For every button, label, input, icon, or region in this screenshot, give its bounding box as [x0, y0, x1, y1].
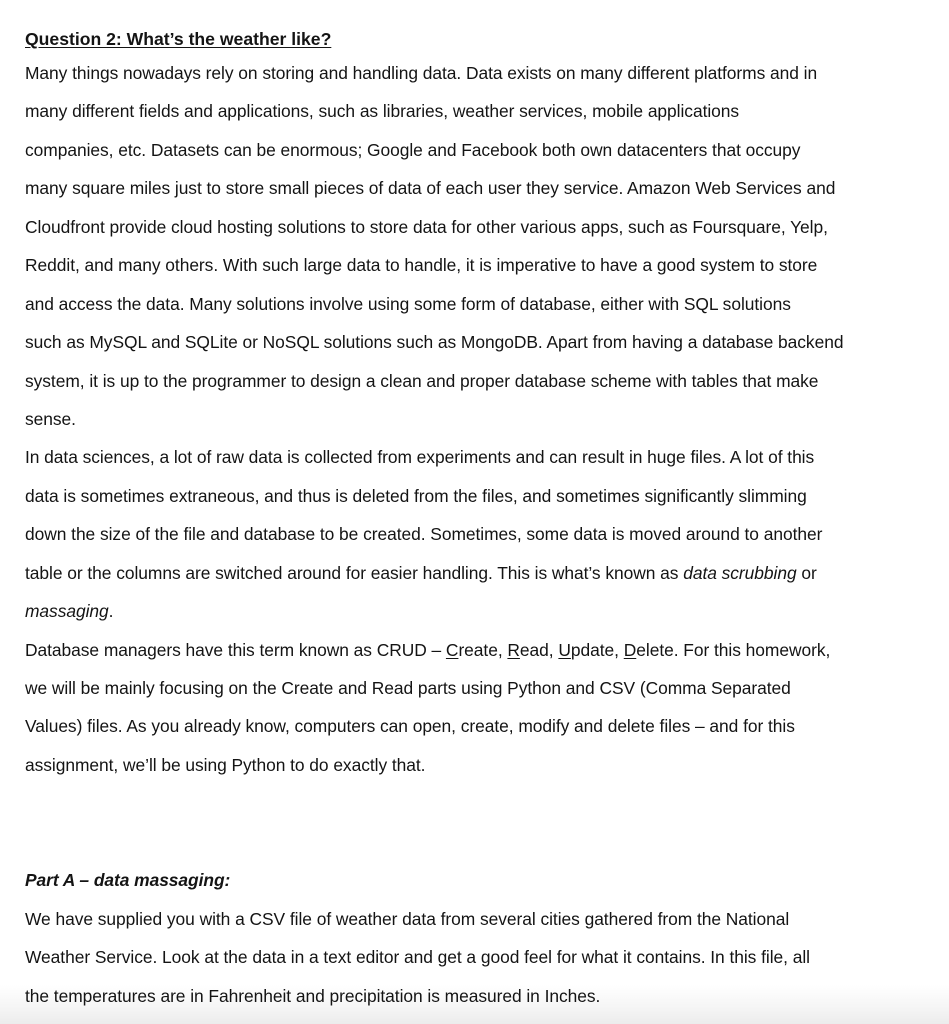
- crud-word-rest: elete: [636, 639, 674, 660]
- data-scrubbing-paragraph: [25, 438, 940, 630]
- paragraph-line: system, it is up to the programmer to design a clean and proper database scheme with tables that make: [25, 370, 819, 391]
- paragraph-line: Values) files. As you already know, computers can open, create, modify and delete files – and for this: [25, 716, 795, 737]
- crud-word-rest: ead: [519, 639, 549, 660]
- paragraph-line: Cloudfront provide cloud hosting solutions to store data for other various apps, such as Foursquare, Yelp,: [25, 216, 828, 237]
- paragraph-line: down the size of the file and database to be created. Sometimes, some data is moved around to another: [25, 524, 823, 545]
- paragraph-line: [25, 592, 940, 630]
- paragraph-line: such as MySQL and SQLite or NoSQL solutions such as MongoDB. Apart from having a database backend: [25, 332, 844, 353]
- paragraph-line: assignment, we’ll be using Python to do exactly that.: [25, 754, 426, 775]
- paragraph-line: and access the data. Many solutions involve using some form of database, either with SQL solutions: [25, 293, 791, 314]
- emphasis-term: massaging: [25, 601, 109, 622]
- section-spacer: [25, 784, 940, 861]
- crud-word-rest: pdate: [570, 639, 615, 660]
- separator: ,: [614, 639, 624, 660]
- intro-paragraph: [25, 54, 940, 438]
- paragraph-line: [25, 631, 940, 669]
- crud-initial: C: [445, 639, 459, 660]
- emphasis-term: data scrubbing: [683, 562, 797, 583]
- paragraph-line: In data sciences, a lot of raw data is collected from experiments and can result in huge files. A lot of this: [25, 447, 815, 468]
- question-title: Question 2: What’s the weather like?: [25, 29, 332, 49]
- paragraph-line: data is sometimes extraneous, and thus is deleted from the files, and sometimes significantly slimming: [25, 485, 807, 506]
- crud-initial: U: [558, 639, 571, 660]
- paragraph-line: [25, 554, 940, 592]
- part-a-section: [25, 861, 940, 1015]
- line-text: .: [108, 601, 114, 622]
- crud-initial: R: [507, 639, 520, 660]
- paragraph-line: we will be mainly focusing on the Create and Read parts using Python and CSV (Comma Separated: [25, 678, 791, 698]
- line-text: or: [796, 562, 817, 583]
- separator: ,: [548, 639, 559, 660]
- document-body: [25, 24, 940, 1015]
- line-text: . For this homework,: [673, 639, 831, 660]
- paragraph-line: the temperatures are in Fahrenheit and precipitation is measured in Inches.: [25, 985, 601, 1006]
- separator: ,: [497, 639, 508, 660]
- paragraph-line: We have supplied you with a CSV file of weather data from several cities gathered from the National: [25, 908, 790, 929]
- crud-paragraph: [25, 631, 940, 785]
- paragraph-line: many different fields and applications, such as libraries, weather services, mobile applications: [25, 101, 740, 122]
- crud-word-rest: reate: [458, 639, 498, 660]
- paragraph-line: Weather Service. Look at the data in a text editor and get a good feel for what it contains. In this file, all: [25, 947, 810, 968]
- paragraph-line: sense.: [25, 408, 76, 429]
- paragraph-line: Reddit, and many others. With such large data to handle, it is imperative to have a good system to store: [25, 255, 818, 276]
- paragraph-line: companies, etc. Datasets can be enormous; Google and Facebook both own datacenters that occupy: [25, 139, 801, 160]
- crud-initial: D: [623, 639, 637, 660]
- part-a-heading: Part A – data massaging:: [25, 870, 231, 891]
- paragraph-line: Many things nowadays rely on storing and handling data. Data exists on many different platforms and in: [25, 63, 818, 83]
- paragraph-line: many square miles just to store small pieces of data of each user they service. Amazon Web Services and: [25, 178, 836, 199]
- line-text: Database managers have this term known as CRUD –: [25, 639, 446, 660]
- line-text: table or the columns are switched around for easier handling. This is what’s known as: [25, 562, 684, 583]
